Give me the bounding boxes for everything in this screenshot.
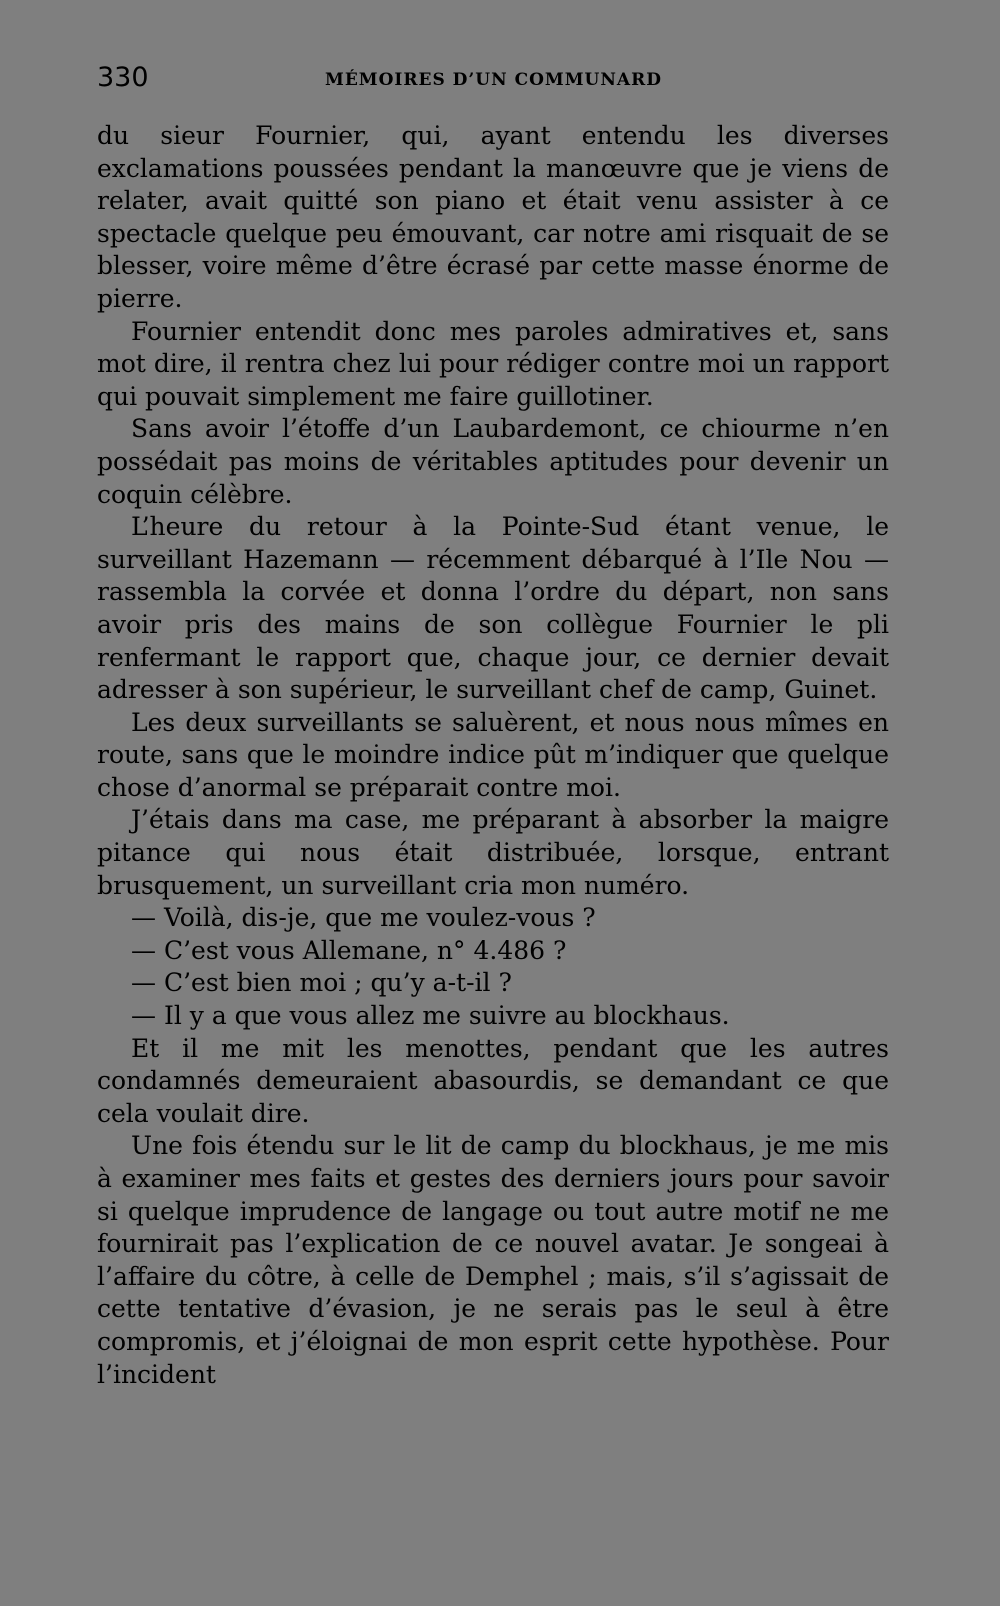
dialogue-line: — C’est vous Allemane, n° 4.486 ? (131, 935, 567, 965)
paragraph: J’étais dans ma case, me préparant à absorber la maigre pitance qui nous était distribuée, lorsque, entrant brusquement, un surveillant cria mon numéro. (97, 805, 889, 900)
paragraph: Les deux surveillants se saluèrent, et nous nous mîmes en route, sans que le moindre indice pût m’indiquer que quelque chose d’anormal se préparait contre moi. (97, 707, 889, 802)
book-page (97, 58, 889, 1391)
running-title: MÉMOIRES D’UN COMMUNARD (325, 70, 662, 90)
body-text (97, 120, 889, 1391)
dialogue-line: — C’est bien moi ; qu’y a-t-il ? (131, 968, 512, 998)
running-head (97, 58, 889, 102)
dialogue-line: — Il y a que vous allez me suivre au blockhaus. (131, 1001, 730, 1031)
page-number: 330 (97, 62, 149, 93)
paragraph: Fournier entendit donc mes paroles admiratives et, sans mot dire, il rentra chez lui pour rédiger contre moi un rapport qui pouvait simplement me faire guillotiner. (97, 316, 889, 411)
paragraph: Sans avoir l’étoffe d’un Laubardemont, ce chiourme n’en possédait pas moins de véritables aptitudes pour devenir un coquin célèbre. (97, 414, 889, 509)
dialogue-line: — Voilà, dis-je, que me voulez-vous ? (131, 903, 596, 933)
paragraph: Et il me mit les menottes, pendant que les autres condamnés demeuraient abasourdis, se demandant ce que cela voulait dire. (97, 1033, 889, 1128)
paragraph: L’heure du retour à la Pointe-Sud étant venue, le surveillant Hazemann — récemment débarqué à l’Ile Nou — rassembla la corvée et donna l’ordre du départ, non sans avoir pris des mains de son collègue Fournier le pli renfermant le rapport que, chaque jour, ce dernier devait adresser à son supérieur, le surveillant chef de camp, Guinet. (97, 512, 889, 705)
paragraph: du sieur Fournier, qui, ayant entendu les diverses exclamations poussées pendant la manœuvre que je viens de relater, avait quitté son piano et était venu assister à ce spectacle quelque peu émouvant, car notre ami risquait de se blesser, voire même d’être écrasé par cette masse énorme de pierre. (97, 121, 889, 313)
paragraph: Une fois étendu sur le lit de camp du blockhaus, je me mis à examiner mes faits et gestes des derniers jours pour savoir si quelque imprudence de langage ou tout autre motif ne me fournirait pas l’explication de ce nouvel avatar. Je songeai à l’affaire du côtre, à celle de Demphel ; mais, s’il s’agissait de cette tentative d’évasion, je ne serais pas le seul à être compromis, et j’éloignai de mon esprit cette hypothèse. Pour l’incident (97, 1131, 889, 1389)
